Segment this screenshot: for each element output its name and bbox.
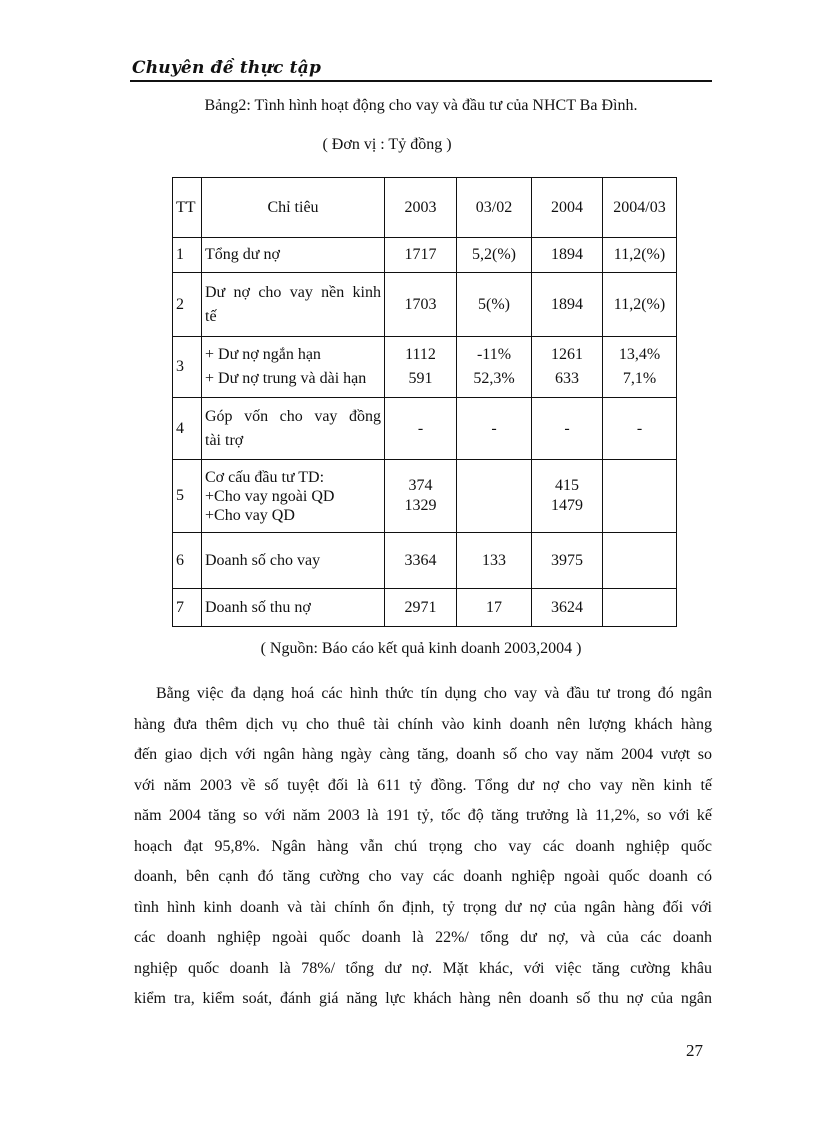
table-row xyxy=(173,589,677,627)
indicator-line: tài trợ xyxy=(205,431,244,449)
table-row xyxy=(173,398,677,460)
paragraph-line: hoạch đạt 95,8%. Ngân hàng vẫn chú trọng cho vay các doanh nghiệp quốc xyxy=(134,837,712,855)
header-2004-03: 2004/03 xyxy=(603,178,677,238)
cell-2004 xyxy=(532,460,603,533)
paragraph-line: kiểm tra, kiểm soát, đánh giá năng lực khách hàng nên doanh số thu nợ của ngân xyxy=(134,990,712,1007)
cell-2004: 3975 xyxy=(532,533,603,589)
header-2004: 2004 xyxy=(532,178,603,238)
row-indicator xyxy=(202,273,385,337)
unit-caption: ( Đơn vị : Tỷ đồng ) xyxy=(322,136,452,153)
page-number: 27 xyxy=(686,1041,703,1060)
value: 52,3% xyxy=(473,370,515,387)
indicator-line: +Cho vay ngoài QD xyxy=(205,487,335,505)
cell-2003: 2971 xyxy=(385,589,457,627)
header-tt: TT xyxy=(173,178,202,238)
paragraph-line: tình hình kinh doanh và tài chính ổn định, tỷ trọng dư nợ của ngân hàng đối với xyxy=(134,898,712,916)
value: 1112 xyxy=(405,346,436,363)
value: 633 xyxy=(555,370,579,387)
indicator-line: Dư nợ cho vay nền kinh xyxy=(205,283,381,301)
table-caption: Bảng2: Tình hình hoạt động cho vay và đầu tư của NHCT Ba Đình. xyxy=(204,97,638,114)
cell-2003: 1703 xyxy=(385,273,457,337)
cell-03-02: 5,2(%) xyxy=(457,238,532,273)
row-tt: 4 xyxy=(173,398,202,460)
indicator-line: + Dư nợ ngắn hạn xyxy=(205,346,321,363)
value: 415 xyxy=(555,477,579,494)
cell-03-02: - xyxy=(457,398,532,460)
paragraph-line: đến giao dịch với ngân hàng ngày càng tăng, doanh số cho vay năm 2004 vượt so xyxy=(134,746,712,763)
row-tt: 6 xyxy=(173,533,202,589)
cell-2003: 3364 xyxy=(385,533,457,589)
paragraph-line: Bằng việc đa dạng hoá các hình thức tín dụng cho vay và đầu tư trong đó ngân xyxy=(156,685,712,702)
row-tt: 2 xyxy=(173,273,202,337)
value: -11% xyxy=(476,346,512,363)
row-indicator xyxy=(202,398,385,460)
value: 7,1% xyxy=(622,370,657,387)
header-2003: 2003 xyxy=(385,178,457,238)
source-note: ( Nguồn: Báo cáo kết quả kinh doanh 2003,2004 ) xyxy=(260,640,582,657)
header-03-02: 03/02 xyxy=(457,178,532,238)
cell-03-02: 5(%) xyxy=(457,273,532,337)
header-indicator: Chỉ tiêu xyxy=(202,178,385,238)
indicator-line: Góp vốn cho vay đồng xyxy=(205,407,381,425)
cell-2003: - xyxy=(385,398,457,460)
cell-2004-03 xyxy=(603,460,677,533)
indicator-line: + Dư nợ trung và dài hạn xyxy=(205,370,367,387)
cell-2004-03 xyxy=(603,533,677,589)
cell-2003 xyxy=(385,337,457,398)
row-indicator xyxy=(202,460,385,533)
row-indicator: Tổng dư nợ xyxy=(202,238,385,273)
cell-03-02: 17 xyxy=(457,589,532,627)
table-row xyxy=(173,460,677,533)
table-row xyxy=(173,533,677,589)
indicator-line: +Cho vay QD xyxy=(205,506,295,524)
cell-03-02: 133 xyxy=(457,533,532,589)
cell-2003: 1717 xyxy=(385,238,457,273)
cell-03-02 xyxy=(457,460,532,533)
table-row xyxy=(173,238,677,273)
row-indicator: Doanh số cho vay xyxy=(202,533,385,589)
header-rule xyxy=(130,80,712,82)
row-indicator xyxy=(202,337,385,398)
paragraph-line: doanh, bên cạnh đó tăng cường cho vay các doanh nghiệp ngoài quốc doanh có xyxy=(134,868,712,885)
table-row xyxy=(173,273,677,337)
paragraph-line: hàng đưa thêm dịch vụ cho thuê tài chính vào kinh doanh nên lượng khách hàng xyxy=(134,715,712,733)
paragraph-line: với năm 2003 về số tuyệt đối là 611 tỷ đồng. Tổng dư nợ cho vay nền kinh tế xyxy=(134,776,712,794)
lending-investment-table xyxy=(172,177,677,627)
paragraph-line: các doanh nghiệp ngoài quốc doanh là 22%/ tổng dư nợ, và của các doanh xyxy=(134,929,712,946)
cell-2004-03: 11,2(%) xyxy=(603,273,677,337)
value: 1479 xyxy=(551,497,583,514)
paragraph-line: nghiệp quốc doanh là 78%/ tổng dư nợ. Mặt khác, với việc tăng cường khâu xyxy=(134,959,712,977)
row-tt: 3 xyxy=(173,337,202,398)
indicator-line: Cơ cấu đầu tư TD: xyxy=(205,468,325,486)
cell-2004: - xyxy=(532,398,603,460)
cell-2004 xyxy=(532,337,603,398)
cell-03-02 xyxy=(457,337,532,398)
value: 1329 xyxy=(404,497,437,514)
page-header xyxy=(130,58,712,82)
body-paragraph xyxy=(134,679,712,1015)
row-indicator: Doanh số thu nợ xyxy=(202,589,385,627)
row-tt: 7 xyxy=(173,589,202,627)
cell-2004-03 xyxy=(603,337,677,398)
header-title: Chuyên đề thực tập xyxy=(132,58,322,78)
cell-2004-03: - xyxy=(603,398,677,460)
value: 13,4% xyxy=(618,346,661,363)
cell-2003 xyxy=(385,460,457,533)
indicator-line: tế xyxy=(205,307,217,325)
cell-2004: 1894 xyxy=(532,273,603,337)
cell-2004: 3624 xyxy=(532,589,603,627)
value: 374 xyxy=(408,477,433,494)
cell-2004-03 xyxy=(603,589,677,627)
row-tt: 1 xyxy=(173,238,202,273)
cell-2004-03: 11,2(%) xyxy=(603,238,677,273)
paragraph-line: năm 2004 tăng so với năm 2003 là 191 tỷ, tốc độ tăng trưởng là 11,2%, so với kế xyxy=(134,807,712,824)
table-header-row xyxy=(173,178,677,238)
value: 591 xyxy=(408,370,433,387)
table-row xyxy=(173,337,677,398)
row-tt: 5 xyxy=(173,460,202,533)
value: 1261 xyxy=(551,346,583,363)
cell-2004: 1894 xyxy=(532,238,603,273)
